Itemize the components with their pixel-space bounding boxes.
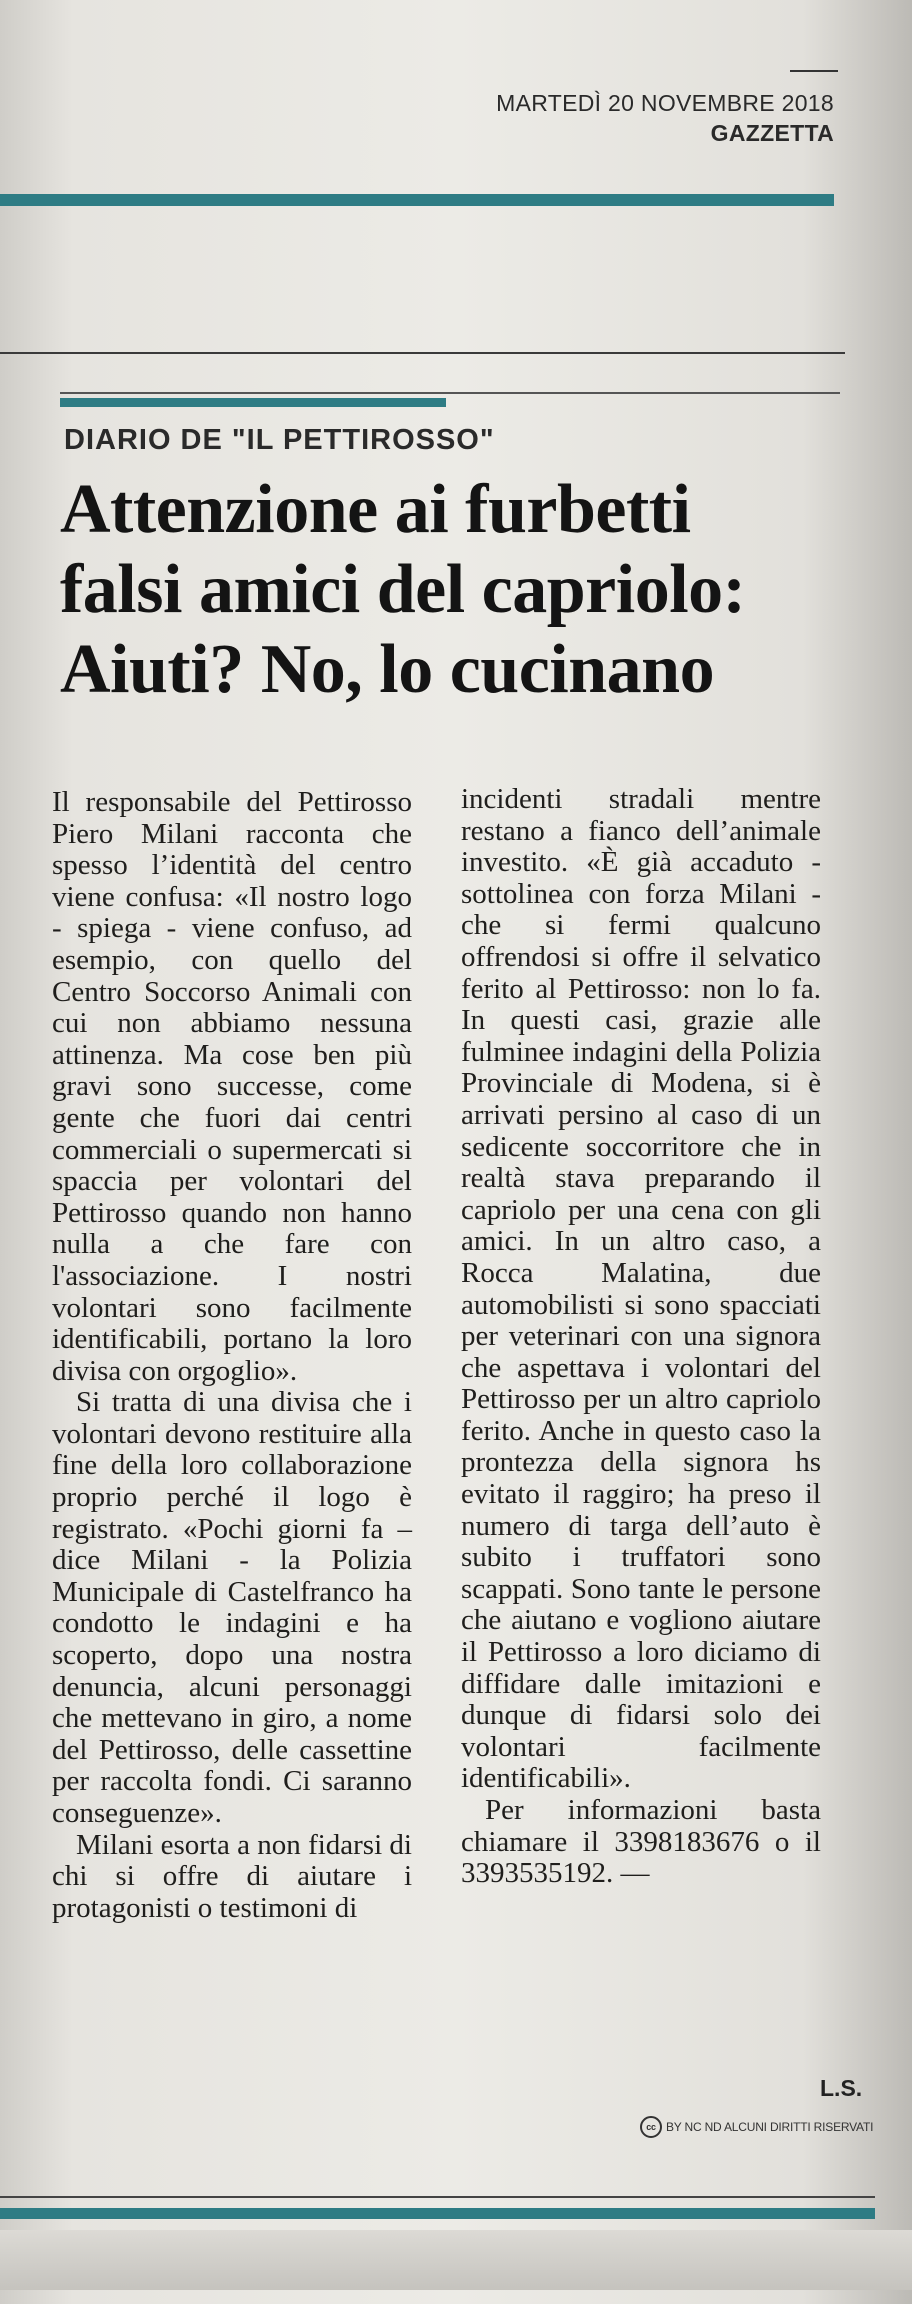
top-rule	[790, 70, 838, 72]
paragraph: Il responsabile del Pettirosso Piero Milani racconta che spesso l’identità del centro viene confusa: «Il nostro logo - spiega - viene confuso, ad esempio, con quello del Centro Soccorso Animali con cui non abbiamo nessuna attinenza. Ma cose ben più gravi sono successe, come gente che fuori dai centri commerciali o supermercati si spaccia per volontari del Pettirosso quando non hanno nulla a che fare con l'associazione. I nostri volontari sono facilmente identificabili, portano la loro divisa con orgoglio».	[52, 786, 412, 1387]
headline-line: Attenzione ai furbetti	[60, 471, 691, 548]
author-signature: L.S.	[820, 2075, 863, 2101]
page-bottom-edge	[0, 2230, 912, 2290]
section-divider	[0, 352, 845, 354]
article-kicker: DIARIO DE "IL PETTIROSSO"	[64, 424, 495, 456]
publication-name: GAZZETTA	[710, 120, 834, 146]
article-top-rule	[60, 392, 840, 394]
dateline	[496, 88, 834, 148]
article-column-right	[461, 784, 821, 1890]
issue-date: MARTEDÌ 20 NOVEMBRE 2018	[496, 90, 834, 116]
contact-paragraph: Per informazioni basta chiamare il 3398183676 o il 3393535192. —	[461, 1794, 821, 1890]
article-headline	[60, 470, 850, 710]
headline-line: Aiuti? No, lo cucinano	[60, 631, 715, 708]
creative-commons-icon: cc	[640, 2116, 662, 2138]
license-notice	[640, 2116, 873, 2138]
paragraph: incidenti stradali mentre restano a fianco dell’animale investito. «È già accaduto - sottolinea con forza Milani - che si fermi qualcuno offrendosi si offre il selvatico ferito al Pettirosso: non lo fa. In questi casi, grazie alle fulminee indagini della Polizia Provinciale di Modena, si è arrivati persino al caso di un sedicente soccorritore che in realtà stava preparando il capriolo per una cena con gli amici. In un altro caso, a Rocca Malatina, due automobilisti si sono spacciati per veterinari con una signora che aspettava i volontari del Pettirosso per un altro capriolo ferito. Anche in questo caso la prontezza della signora hs evitato il raggiro; ha preso il numero di targa dell’auto è subito i truffatori sono scappati. Sono tante le persone che aiutano e vogliono aiutare il Pettirosso a loro diciamo di diffidare dalle imitazioni e dunque di fidarsi solo dei volontari facilmente identificabili».	[461, 783, 821, 1795]
bottom-rule	[0, 2196, 875, 2198]
article-column-left	[52, 787, 412, 1924]
paragraph: Milani esorta a non fidarsi di chi si offre di aiutare i protagonisti o testimoni di	[52, 1828, 412, 1924]
headline-line: falsi amici del capriolo:	[60, 551, 746, 628]
article-accent-bar	[60, 398, 446, 407]
paragraph: Si tratta di una divisa che i volontari devono restituire alla fine della loro collaborazione proprio perché il logo è registrato. «Pochi giorni fa – dice Milani - la Polizia Municipale di Castelfranco ha condotto le indagini e ha scoperto, dopo una nostra denuncia, alcuni personaggi che mettevano in giro, a nome del Pettirosso, delle cassettine per raccolta fondi. Ci saranno conseguenze».	[52, 1386, 412, 1829]
bottom-accent-bar	[0, 2208, 875, 2219]
section-band	[0, 194, 834, 206]
license-text: BY NC ND ALCUNI DIRITTI RISERVATI	[666, 2120, 874, 2134]
